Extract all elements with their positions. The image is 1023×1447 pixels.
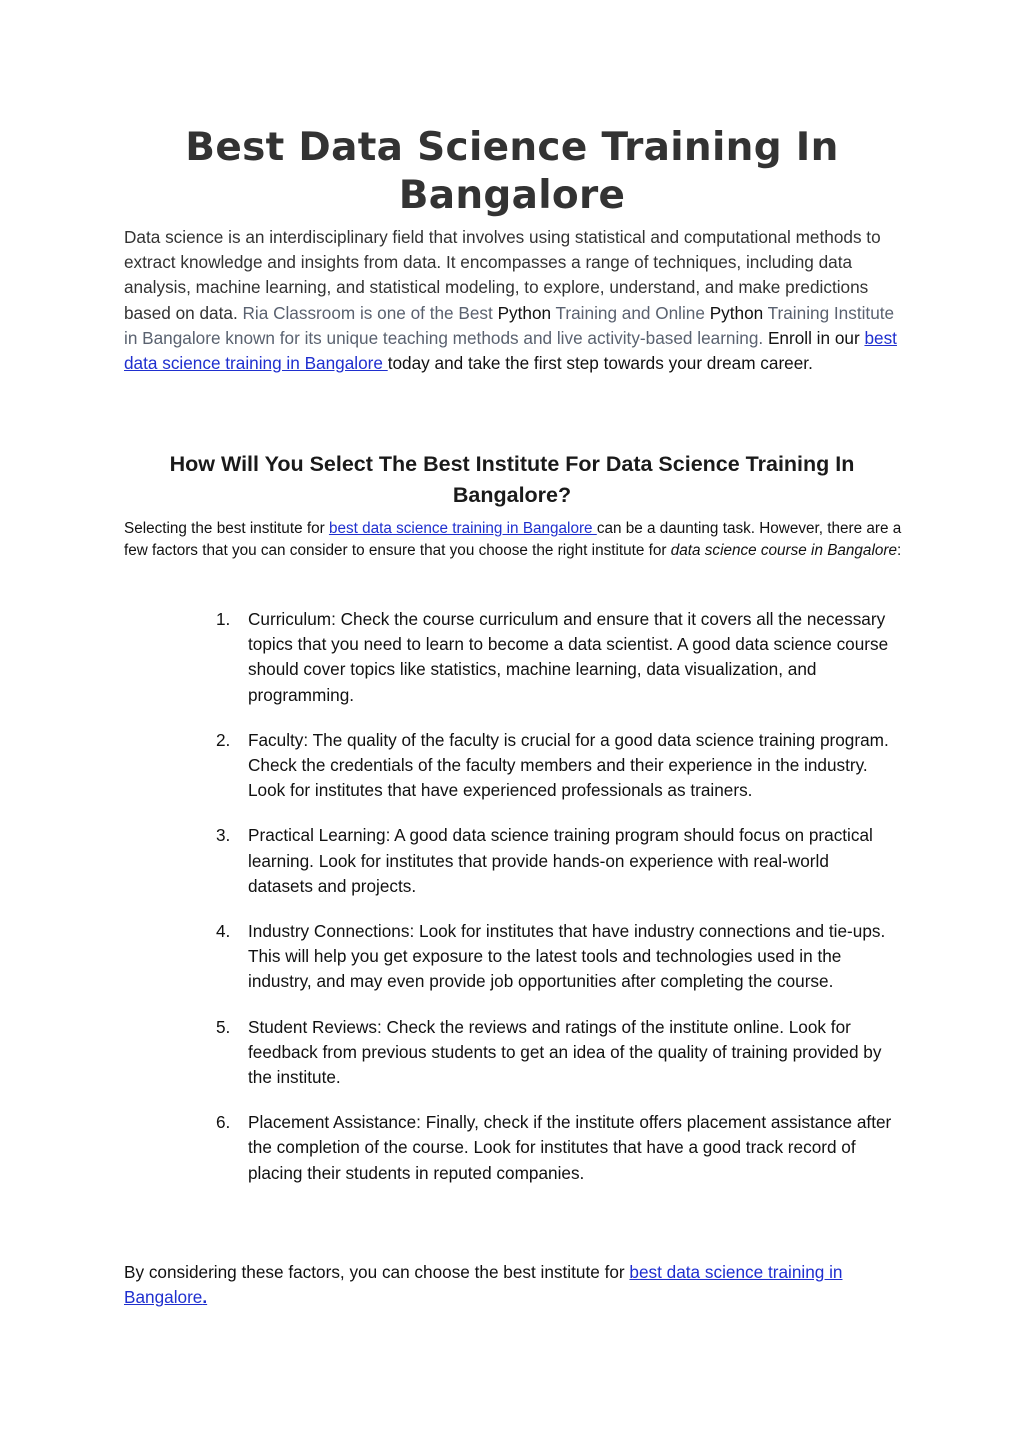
intro-enroll-text: Enroll in our bbox=[763, 327, 865, 348]
list-item bbox=[124, 919, 900, 995]
section-text-1: Selecting the best institute for bbox=[124, 520, 329, 537]
list-item-text: Student Reviews: Check the reviews and ratings of the institute online. Look for feedback from previous students to get an idea of the quality of training provided by the institute. bbox=[248, 1016, 882, 1088]
section-italic-text: data science course in Bangalore bbox=[670, 542, 897, 560]
list-number: 2. bbox=[216, 729, 231, 750]
list-number: 3. bbox=[216, 825, 231, 846]
intro-training-link[interactable]: best data science training in Bangalore bbox=[124, 327, 897, 374]
intro-training-text: Training and Online bbox=[551, 302, 710, 323]
section-text-2: can be a daunting task. However, there are a few factors that you can consider to ensure that you choose the right institute for bbox=[124, 520, 902, 560]
section-text-3: : bbox=[896, 542, 902, 560]
list-number: 6. bbox=[216, 1112, 231, 1133]
list-item-text: Placement Assistance: Finally, check if the institute offers placement assistance after the completion of the course. Look for institutes that have a good track record of placing their students in reputed companies. bbox=[248, 1112, 892, 1183]
intro-institute-desc: Training Institute in Bangalore known for its unique teaching methods and live activity-based learning. bbox=[124, 302, 895, 348]
list-item bbox=[124, 607, 900, 708]
closing-training-link[interactable]: best data science training in Bangalore bbox=[124, 1262, 843, 1308]
list-item-text: Curriculum: Check the course curriculum and ensure that it covers all the necessary topics that you need to learn to become a data scientist. A good data science course should cover topics like statistics, machine learning, data visualization, and programming. bbox=[248, 609, 889, 705]
closing-paragraph bbox=[124, 1260, 904, 1310]
intro-python-2: Python bbox=[709, 302, 764, 323]
list-item bbox=[124, 728, 900, 804]
intro-python-1: Python bbox=[497, 302, 552, 323]
list-number: 1. bbox=[216, 609, 231, 629]
list-number: 5. bbox=[216, 1016, 231, 1037]
section-paragraph bbox=[124, 518, 914, 563]
list-item bbox=[124, 1110, 900, 1186]
list-item bbox=[124, 823, 900, 899]
list-item-text: Practical Learning: A good data science training program should focus on practical learning. Look for institutes that provide hands-on experience with real-world datasets and projects. bbox=[248, 825, 873, 896]
page-title: Best Data Science Training In Bangalore bbox=[185, 125, 839, 218]
intro-text: Data science is an interdisciplinary field that involves using statistical and computational methods to extract knowledge and insights from data. It encompasses a range of techniques, including data analysis, machine learning, and statistical modeling, to explore, understand, and make predictions based on data. bbox=[124, 227, 881, 323]
intro-paragraph bbox=[124, 225, 904, 376]
list-item-text: Industry Connections: Look for institutes that have industry connections and tie-ups. This will help you get exposure to the latest tools and technologies used in the industry, and may even provide job opportunities after completing the course. bbox=[248, 921, 886, 992]
list-item-text: Faculty: The quality of the faculty is crucial for a good data science training program. Check the credentials of the faculty members and their experience in the industry. Look for institutes that have experienced professionals as trainers. bbox=[248, 729, 889, 801]
section-training-link[interactable]: best data science training in Bangalore bbox=[328, 520, 597, 537]
intro-closing-text: today and take the first step towards your dream career. bbox=[387, 353, 813, 374]
list-number: 4. bbox=[216, 921, 231, 942]
factors-list bbox=[124, 607, 900, 1206]
closing-text: By considering these factors, you can choose the best institute for bbox=[124, 1262, 630, 1282]
list-item bbox=[124, 1015, 900, 1091]
section-heading: How Will You Select The Best Institute For Data Science Training In Bangalore? bbox=[169, 452, 855, 507]
closing-period[interactable]: . bbox=[202, 1287, 208, 1308]
intro-institute-text: Ria Classroom is one of the Best bbox=[242, 302, 498, 323]
